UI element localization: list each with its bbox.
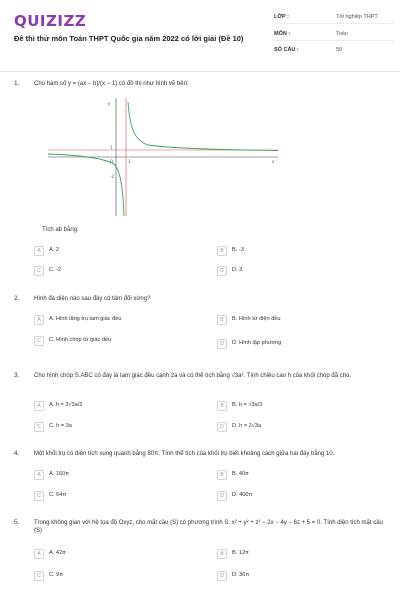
option-letter-box[interactable]: A [34,401,44,411]
question-text: Một khối trụ có diện tích xung quanh bằng 80π. Tính thể tích của khối trụ biết khoảng cách giữa hai đáy bằng 10. [34,451,335,457]
function-graph [48,98,278,216]
question-text: Cho hình chóp S.ABC có đáy là tam giác đều cạnh 2a và có thể tích bằng √3a³. Tính chiều cao h của khối chóp đã cho. [34,373,352,379]
x-tick-label: 1 [128,159,131,164]
option-label: A. Hình lăng trụ tam giác đều [49,316,122,322]
option-label: A. 42π [49,550,66,556]
option-label: C. 64π [49,492,67,498]
option-letter-box[interactable]: C [34,422,44,432]
option-label: A. 160π [49,471,70,477]
question-text: Cho hàm số y = (ax − b)/(x − 1) có đồ thị như hình vẽ bên: [34,81,189,87]
option-label: C. -2 [49,267,62,273]
option-letter-box[interactable]: C [34,491,44,501]
option-label: D. Hình lập phương [232,340,282,346]
question-number: 1. [14,80,20,87]
option-letter-box[interactable]: B [217,549,227,559]
option-label: D. 3 [232,267,243,273]
option-letter-box[interactable]: C [34,266,44,276]
question-number: 4. [14,450,20,457]
option-label: B. -3 [232,247,244,253]
option-label: A. h = 3√3a/2 [49,402,83,408]
class-label: LỚP : [274,14,289,20]
option-label: B. 40π [232,471,249,477]
option-letter-box[interactable]: A [34,246,44,256]
count-label: SỐ CÂU : [274,47,299,53]
subject-value: Toán [336,31,348,37]
y-axis-label: y [108,101,111,106]
question-number: 3. [14,372,20,379]
option-label: B. h = √3a/3 [232,402,263,408]
divider [274,40,394,41]
option-letter-box[interactable]: B [217,470,227,480]
option-letter-box[interactable]: D [217,491,227,501]
worksheet-title: Đề thi thử môn Toán THPT Quốc gia năm 2022 có lời giải (Đề 10) [14,34,244,43]
option-letter-box[interactable]: C [34,571,44,581]
option-letter-box[interactable]: B [217,246,227,256]
option-letter-box[interactable]: D [217,339,227,349]
option-label: D. 400π [232,492,253,498]
option-letter-box[interactable]: A [34,315,44,325]
question-text: Trong không gian với hệ tọa độ Oxyz, cho mặt cầu (S) có phương trình S: x² + y² + z² − 2x − 4y − 6z + 5 = 0. Tính diện tích mặt cầu (S) [34,520,383,534]
question-text: Hình đa diện nào sau đây có tâm đối xứng? [34,296,151,302]
option-letter-box[interactable]: A [34,470,44,480]
origin-label: O [110,159,114,164]
class-value: Tốt nghiệp THPT [336,14,378,20]
option-letter-box[interactable]: B [217,315,227,325]
y-tick-negative-label: -2 [110,174,114,179]
subject-label: MÔN : [274,31,291,37]
option-label: D. h = 2√3a [232,423,262,429]
y-tick-label: 1 [110,145,113,150]
divider [274,23,394,24]
question-subtext: Tích ab bằng: [42,227,79,233]
x-axis-label: x [272,159,275,164]
option-label: D. 36π [232,572,250,578]
option-label: A. 2 [49,247,59,253]
option-label: B. Hình tứ diện đều [232,316,281,322]
option-label: C. h = 3a [49,423,72,429]
option-label: C. 9π [49,572,64,578]
option-letter-box[interactable]: D [217,422,227,432]
question-number: 5. [14,519,20,526]
quizizz-logo: QUIZIZZ [14,12,87,30]
option-letter-box[interactable]: B [217,401,227,411]
worksheet-header [0,0,400,72]
option-label: B. 12π [232,550,249,556]
question-number: 2. [14,295,20,302]
curve-right-branch [128,102,278,151]
option-letter-box[interactable]: D [217,266,227,276]
option-letter-box[interactable]: D [217,571,227,581]
option-letter-box[interactable]: C [34,336,44,346]
count-value: 50 [336,47,343,53]
option-letter-box[interactable]: A [34,549,44,559]
option-label: C. Hình chóp tứ giác đều [49,337,112,343]
